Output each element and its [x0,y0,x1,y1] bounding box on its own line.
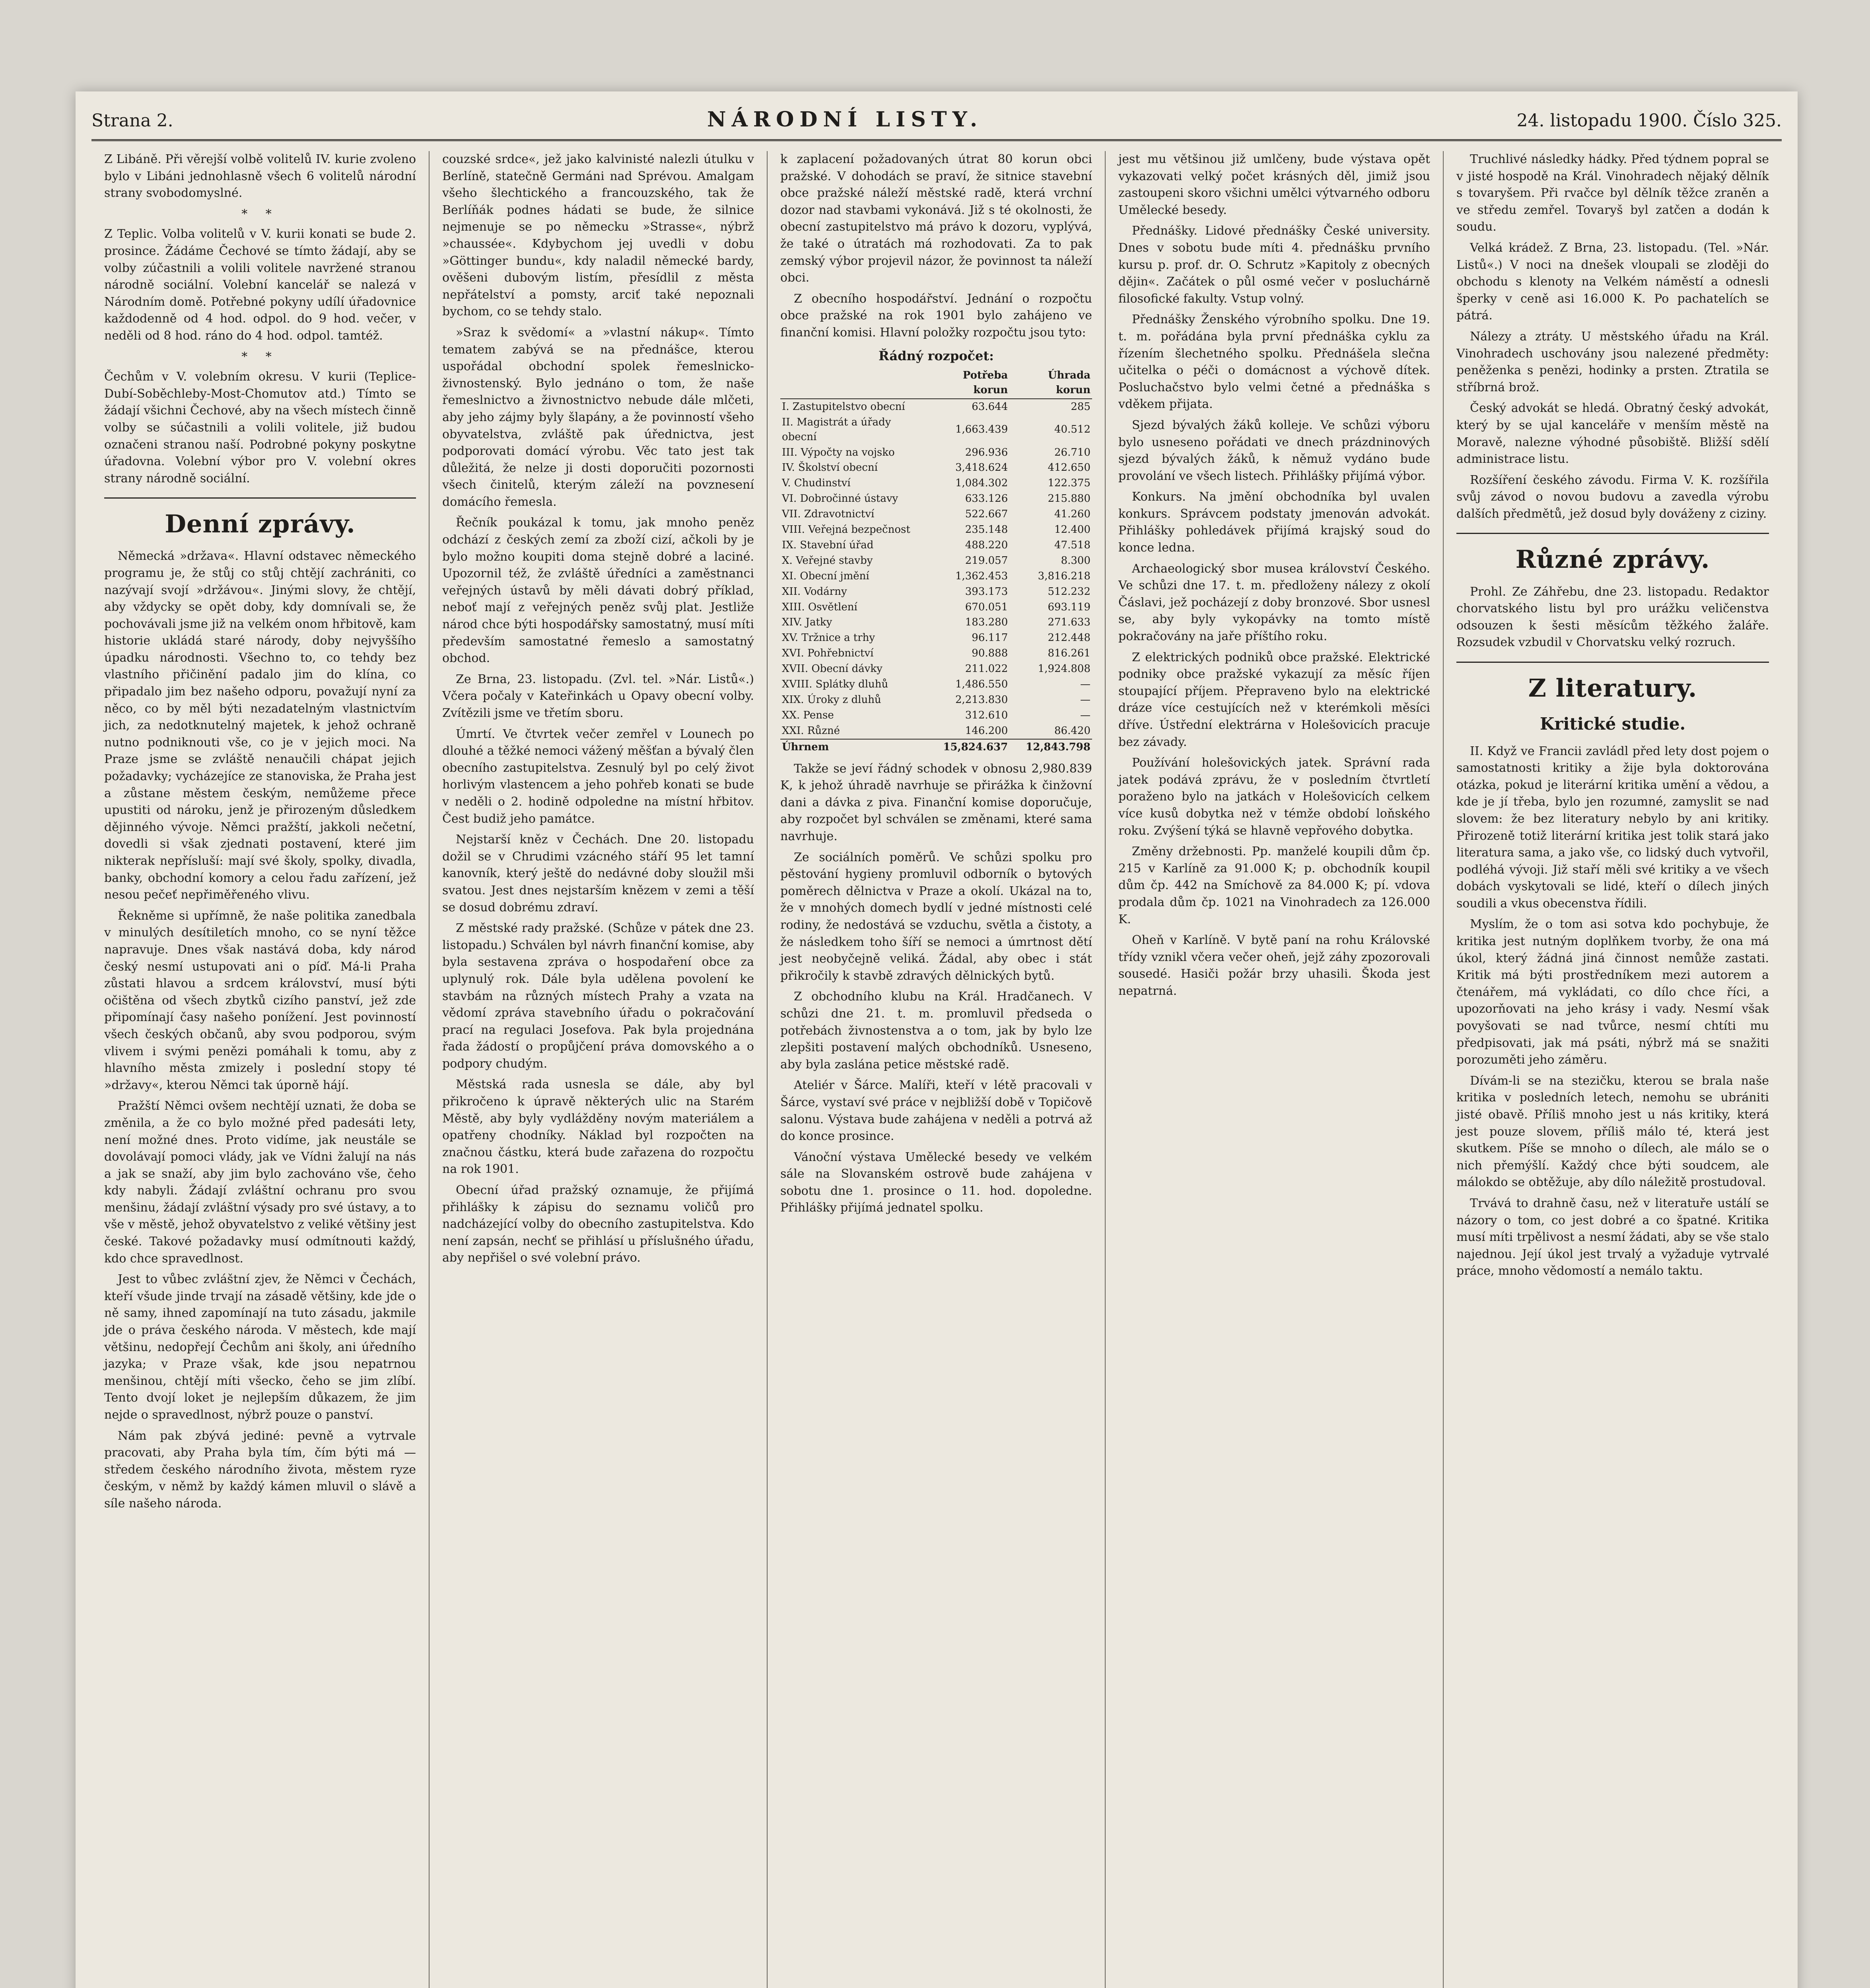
budget-col-header: Potřeba korun [925,367,1010,399]
table-cell: XVII. Obecní dávky [782,663,883,675]
article-kriticke-studie: II. Když ve Francii zavládl před lety dost pojem o samostatnosti kritiky a žije byla doktorována otázka, pokud je literární kritika umění a vědou, a kde je jí třeba, bylo jen rozumné, zamyslit se nad slovem: že bez literatury nebylo by ani kritiky. Přirozeně totiž literární kritika jest tolik stará jako literatura sama, a jako vše, co lidský duch vytvořil, podléhá vývoji. Již staří měli své kritiky a ve všech dobách vyskytovali se lidé, kteří o dílech jiných soudili a vkus obecenstva řídili. [1456,744,1769,911]
table-cell: 1,362.453 [955,570,1008,582]
article-konkurs: Konkurs. Na jmění obchodníka byl uvalen konkurs. Správcem podstaty jmenován advokát. Přihlášky pohledávek přijímá krajský soud do konce ledna. [1118,490,1430,555]
budget-body [780,399,1092,755]
table-cell: 488.220 [965,539,1008,551]
article-paragraph: Myslím, že o tom asi sotva kdo pochybuje, že kritika jest nutným doplňkem tvorby, že ona má úkol, který žádná jiná činnost nemůže zastati. Kritik má býti prostředníkem mezi autorem a čtenářem, má vykládati, co dílo chce říci, a upozorňovati na jeho krásy i vady. Nesmí však povyšovati se nad tvůrce, nesmí chtíti mu předpisovati, jak má psáti, nýbrž má se snažiti porozuměti jeho záměru. [1456,917,1769,1067]
budget-title: Řádný rozpočet: [879,348,994,363]
table-cell: 12,843.798 [1009,739,1092,755]
article-mestska-rada: Z městské rady pražské. (Schůze v pátek dne 23. listopadu.) Schválen byl návrh finanční komise, aby byla sestavena zpráva o hospodaření obce za uplynulý rok. Dále byla udělena povolení ke stavbám na různých místech Prahy a vzata na vědomí zpráva stavebního úřadu o pokračování prací na regulaci Josefova. Pak byla projednána řada žádostí o propůjčení práva domovského a o podpory chudým. [442,921,754,1071]
table-cell: 3,418.624 [955,462,1008,474]
table-cell: XV. Tržnice a trhy [782,632,875,644]
table-row [780,491,1092,507]
table-row [780,538,1092,553]
table-cell: 212.448 [1048,632,1091,644]
article-prohl: Prohl. Ze Záhřebu, dne 23. listopadu. Redaktor chorvatského listu byl pro urážku veličenstva odsouzen k šesti měsícům těžkého žaláře. Rozsudek vzbudil v Chorvatsku velký rozruch. [1456,584,1769,650]
table-cell: 2,213.830 [955,694,1008,706]
table-cell: 15,824.637 [925,739,1010,755]
article-atelier: Ateliér v Šárce. Malíři, kteří v létě pracovali v Šárce, vystaví své práce v nejbližší době v Topičově salonu. Výstava bude zahájena v neděli a potrvá až do konce prosince. [780,1078,1092,1143]
table-cell: 122.375 [1048,477,1091,489]
table-cell: 219.057 [965,554,1008,567]
article-zensky-spolek: Přednášky Ženského výrobního spolku. Dne 19. t. m. pořádána byla první přednáška cyklu za řízením šlechetného spolku. Přednášela slečna učitelka o péči o domácnost a výchově dítek. Posluchačstvo bylo velmi četné a přednáška s vděkem přijata. [1118,313,1430,412]
article-continuation: couzské srdce«, jež jako kalvinisté nalezli útulku v Berlíně, statečně Germáni nad Sprévou. Amalgam všeho šlechtického a francouzského, tak že Berlíňák podnes hádati se bude, že silnice nejmenuje se po německu »Strasse«, nýbrž »chaussée«. Kdybychom jej uvedli v dobu »Göttinger bundu«, kdy naladil německé bardy, ověšeni dubovým listím, přesídlil z města nepřátelství a pomsty, arciť také nepoznali bychom, co se tehdy stalo. [442,152,754,319]
article-elektricke-podniky: Z elektrických podniků obce pražské. Elektrické podniky obce pražské vykazují za měsíc říjen stoupající příjem. Přepraveno bylo na elektrické dráze více cestujících než v kterémkoli měsíci dříve. Ústřední elektrárna v Holešovicích pracuje bez závady. [1118,650,1430,749]
table-row [780,692,1092,708]
table-row [780,677,1092,692]
table-row [780,569,1092,584]
article-nemecka-drzava: Německá »država«. Hlavní odstavec německého programu je, že stůj co stůj chtějí zachrániti, co nazývají svojí »držávou«. Jinými slovy, že chtějí, aby vždycky se opět doby, kdy domnívali se, že pochovávali jsme již na velkém onom hřbitově, kam historie ukládá staré národy, doby nejvyššího úpadku národnosti. Všechno to, co tehdy bez vlastního přičinění padalo jim do klína, co připadalo jim bez našeho odporu, považují nyní za něco, co by měl býti nezadatelným vlastnictvím jich, za nedotknutelný majetek, k jehož ochraně nutno podniknouti vše, co je v jejich moci. Na Praze jsme se zvláště nenaučili chápat jejich požadavky; vycházejíce ze stanoviska, že Praha jest a zůstane městem českým, nemůžeme přece upustiti od nároku, jenž je přirozeným důsledkem dějinného vývoje. Němci pražští, jakkoli nečetní, dovedli si však zjednati postavení, které jim nikterak nepřísluší: mají své školy, spolky, divadla, banky, obchodní komory a celou řadu zařízení, jež nesou pečeť nepřiměřeného vlivu. [104,549,416,902]
table-cell: 633.126 [965,493,1008,505]
table-cell: 47.518 [1054,539,1091,551]
table-cell: XXI. Různé [782,724,840,737]
table-cell: I. Zastupitelstvo obecní [782,400,905,413]
issue-date: 24. listopadu 1900. Číslo 325. [1516,111,1782,131]
article-paragraph: Jest to vůbec zvláštní zjev, že Němci v Čechách, kteří všude jinde trvají na zásadě většiny, kde jde o ně samy, ihned zapomínají na tuto zásadu, jakmile jde o práva českého národa. V městech, kde mají většinu, nedopřejí Čechům ani školy, ani úředního jazyka; v Praze však, kde jsou nepatrnou menšinou, chtějí míti všecko, čeho se jim zlíbí. Tento dvojí loket je nejlepším důkazem, že jim nejde o spravedlnost, nýbrž pouze o panství. [104,1272,416,1422]
article-obchodni-klub: Z obchodního klubu na Král. Hradčanech. V schůzi dne 21. t. m. promluvil předseda o potřebách živnostenstva a o tom, jak by bylo lze zlepšiti postavení malých obchodníků. Usneseno, aby byla zaslána petice městské radě. [780,990,1092,1072]
table-row [780,646,1092,661]
table-row [780,460,1092,476]
budget-col-header [780,367,925,399]
table-cell: II. Magistrát a úřady obecní [782,416,891,443]
table-row [780,415,1092,445]
article-continuation: jest mu většinou již umlčeny, bude výstava opět vykazovati velký počet krásných děl, jimiž jsou zastoupeni skoro všichni umělci výtvarného odboru Umělecké besedy. [1118,152,1430,217]
table-row [780,445,1092,460]
table-cell: XIV. Jatky [782,616,832,629]
table-row [780,708,1092,723]
table-row [780,507,1092,522]
table-cell: 146.200 [965,724,1008,737]
table-row [780,553,1092,569]
table-row [780,584,1092,600]
table-cell: 215.880 [1048,493,1091,505]
article-teplice: Z Teplic. Volba volitelů v V. kurii konati se bude 2. prosince. Žádáme Čechové se tímto žádají, aby se volby zúčastnili a volili volitele navržené stranou národně sociální. Volební kancelář se nalezá v Národním domě. Potřebné pokyny udílí úřadovnice každodenně od 4 hod. odpol. do 9 hod. večer, v neděli od 8 hod. ráno do 4 hod. odpol. tamtéž. [104,227,416,343]
table-cell: 816.261 [1048,647,1091,660]
article-jatky: Používání holešovických jatek. Správní rada jatek podává zprávu, že v posledním čtvrtletí poraženo bylo na jatkách v Holešovicích celkem více kusů dobytka než v témže období loňského roku. Zvýšení týká se hlavně vepřového dobytka. [1118,756,1430,838]
table-row-total [780,739,1092,755]
table-row [780,476,1092,491]
article-vlastni-nakup: »Sraz k svědomí« a »vlastní nákup«. Tímto tematem zabývá se na přednášce, kterou uspořádal obchodní spolek řemeslnicko-živnostenský. Bylo jednáno o tom, že naše řemeslnictvo a živnostnictvo nebude dále mlčeti, aby jeho zájmy byly šlapány, a že povinností všeho obyvatelstva, zvláště pak úřednictva, jest podporovati domácí výrobu. Věc tato jest tak důležitá, že nelze ji dosti doporučiti pozornosti všech činitelů, kterým záleží na povznesení domácího řemesla. [442,325,754,509]
column-2 [430,151,768,1988]
table-row [780,399,1092,415]
newspaper-title: NÁRODNÍ LISTY. [707,107,983,132]
table-cell: 8.300 [1061,554,1091,567]
table-cell: 693.119 [1048,601,1091,613]
article-archaeologicky-sbor: Archaeologický sbor musea království Českého. Ve schůzi dne 17. t. m. předloženy nálezy z okolí Čáslavi, jež pocházejí z doby bronzové. Sbor usnesl se, aby byly vykopávky na tomto místě pokračovány na jaře příštího roku. [1118,561,1430,644]
article-paragraph: Trvává to drahně času, než v literatuře ustálí se názory o tom, co jest dobré a co špatné. Kritika musí míti trpělivost a nesmí žádati, aby se vše stalo najednou. Její úkol jest trvalý a vyžaduje vytrvalé práce, mnoho vědomostí a nemálo taktu. [1456,1196,1769,1278]
table-cell: 393.173 [965,585,1008,598]
table-cell: 63.644 [972,400,1008,413]
table-cell: 183.280 [965,616,1008,629]
table-cell: 41.260 [1054,508,1091,520]
table-cell: VIII. Veřejná bezpečnost [782,524,910,536]
table-cell: 86.420 [1054,724,1091,737]
section-heading-misc-news: Různé zprávy. [1456,533,1769,577]
article-nejstarsi-knez: Nejstarší kněz v Čechách. Dne 20. listopadu dožil se v Chrudimi vzácného stáří 95 let tamní kanovník, který ještě do nedávné doby sloužil mši svatou. Jest dnes nejstarším knězem v zemi a těší se dosud dobrému zdraví. [442,833,754,914]
article-advokat: Český advokát se hledá. Obratný český advokát, který by se ujal kanceláře v menším městě na Moravě, nalezne výhodné působiště. Bližší sdělí administrace listu. [1456,401,1769,466]
article-paragraph: Pražští Němci ovšem nechtějí uznati, že doba se změnila, a že co bylo možné před padesáti lety, není možné dnes. Proto vidíme, jak neustále se dovolávají pomoci vlády, jak ve Vídni žalují na nás a jak se snaží, aby jim bylo zachováno vše, čeho kdy nabyli. Žádají zvláštní ochranu pro svou menšinu, žádají zvláštní výsady pro své ústavy, a to vše v městě, jehož obyvatelstvo z veliké většiny jest české. Takové požadavky musí odmítnouti každý, kdo chce spravedlnost. [104,1099,416,1266]
table-cell: 12.400 [1054,524,1091,536]
article-paragraph: Nám pak zbývá jediné: pevně a vytrvale pracovati, aby Praha byla tím, čím býti má — středem českého národního života, městem ryze českým, v němž by každý kámen mluvil o slávě a síle našeho národa. [104,1429,416,1510]
table-cell: 90.888 [972,647,1008,660]
article-paragraph: Městská rada usnesla se dále, aby byl přikročeno k úpravě některých ulic na Starém Městě, aby byly vydlážděny novým materiálem a opatřeny chodníky. Náklad byl rozpočten na značnou částku, která bude zařazena do rozpočtu na rok 1901. [442,1077,754,1176]
article-zmeny-drzebnosti: Změny držebnosti. Pp. manželé koupili dům čp. 215 v Karlíně za 91.000 K; p. obchodník koupil dům čp. 442 na Smíchově za 84.000 K; pí. vdova prodala dům čp. 1021 na Vinohradech za 126.000 K. [1118,845,1430,926]
table-row [780,615,1092,630]
table-cell: 235.148 [965,524,1008,536]
section-heading-daily-news: Denní zprávy. [104,497,416,542]
column-1 [91,151,430,1988]
masthead [91,107,1782,141]
article-obecni-hospodarstvi: Z obecního hospodářství. Jednání o rozpočtu obce pražské na rok 1901 bylo zahájeno ve finanční komisi. Hlavní položky rozpočtu jsou tyto: [780,291,1092,340]
table-cell: 211.022 [965,663,1008,675]
section-heading-literature: Z literatury. [1456,662,1769,706]
table-cell: — [1080,678,1091,691]
table-cell: XVI. Pohřebnictví [782,647,874,660]
table-cell: 1,924.808 [1038,663,1091,675]
article-paragraph: Dívám-li se na stezičku, kterou se brala naše kritika v posledních letech, nemohu se ubrániti jisté obavě. Příliš mnoho jest u nás kritiky, která jest pouze slovem, příliš málo té, která jest skutkem. Píše se mnoho o dílech, ale málo se o nich přemýšlí. Každý chce býti soudcem, ale málokdo se obtěžuje, aby dílo náležitě prostudoval. [1456,1074,1769,1190]
table-cell: XIX. Úroky z dluhů [782,694,881,706]
budget-col-header: Úhrada korun [1009,367,1092,399]
budget-table [780,367,1092,755]
article-vanocni-vystava: Vánoční výstava Umělecké besedy ve velkém sále na Slovanském ostrově bude zahájena v sobotu dne 1. prosince o 11. hod. dopoledne. Přihlášky přijímá jednatel spolku. [780,1150,1092,1215]
article-socialni-pomery: Ze sociálních poměrů. Ve schůzi spolku pro pěstování hygieny promluvil odborník o bytových poměrech dělnictva v Praze a okolí. Ukázal na to, že v mnohých domech bydlí v jedné místnosti celé rodiny, že nedostává se vzduchu, světla a čistoty, a že následkem toho šíří se nemoci a úmrtnost dětí jest neobyčejně veliká. Žádal, aby obec i stát přikročily k stavbě zdravých dělnických bytů. [780,850,1092,983]
table-cell: V. Chudinství [782,477,851,489]
table-cell: IX. Stavební úřad [782,539,874,551]
newspaper-page [76,91,1798,1988]
budget-header-row [780,367,1092,399]
table-cell: — [1080,709,1091,721]
table-cell: XVIII. Splátky dluhů [782,678,888,691]
article-paragraph: Obecní úřad pražský oznamuje, že přijímá přihlášky k zápisu do seznamu voličů pro nadcházející volby do obecního zastupitelstva. Kdo není zapsán, nechť se přihlásí u příslušného úřadu, aby nepřišel o své volební právo. [442,1183,754,1265]
table-cell: 1,486.550 [955,678,1008,691]
article-libane: Z Libáně. Při věrejší volbě volitelů IV. kurie zvoleno bylo v Libáni jednohlasně všech 6 volitelů národní strany svobodomyslné. [104,152,416,200]
table-cell: X. Veřejné stavby [782,554,873,567]
table-cell: 522.667 [965,508,1008,520]
article-paragraph: Takže se jeví řádný schodek v obnosu 2,980.839 K, k jehož úhradě navrhuje se přirážka k činžovní dani a dávka z piva. Finanční komise doporučuje, aby rozpočet byl schválen se změnami, které sama navrhuje. [780,761,1092,843]
table-row [780,723,1092,739]
table-cell: 40.512 [1054,423,1091,436]
article-truchlive-nasledky: Truchlivé následky hádky. Před týdnem popral se v jisté hospodě na Král. Vinohradech nějaký dělník s tovaryšem. Při rvačce byl dělník těžce zraněn a ve středu zemřel. Tovaryš byl zatčen a dodán k soudu. [1456,152,1769,234]
article-umrti: Úmrtí. Ve čtvrtek večer zemřel v Lounech po dlouhé a těžké nemoci vážený měšťan a bývalý člen obecního zastupitelstva. Zesnulý byl po celý život horlivým vlastencem a jeho pohřeb konati se bude v neděli o 2. hodině odpoledne na místní hřbitov. Čest budiž jeho památce. [442,727,754,826]
article-paragraph: Řečník poukázal k tomu, jak mnoho peněz odchází z českých zemí za zboží cizí, ačkoli by je bylo možno koupiti doma stejně dobré a laciné. Upozornil též, že zvláště úředníci a zaměstnanci veřejných ústavů by měli dávati dobrý příklad, neboť mají z veřejných peněz svůj plat. Jestliže národ chce býti hospodářsky samostatný, musí míti především samostatné řemeslo a samostatný obchod. [442,516,754,666]
table-cell: XIII. Osvětlení [782,601,857,613]
separator: * * [241,207,279,221]
table-cell: VII. Zdravotnictví [782,508,875,520]
table-row [780,661,1092,677]
article-ohen: Oheň v Karlíně. V bytě paní na rohu Královské třídy vznikl včera večer oheň, jejž záhy zpozorovali sousedé. Hasiči požár brzy uhasili. Škoda jest nepatrná. [1118,933,1430,998]
article-paragraph: Řekněme si upřímně, že naše politika zanedbala v minulých desítiletích mnoho, co se nyní těžce napravuje. Dnes však nastává doba, kdy národ český nesmí ustupovati ani o píď. Má-li Praha zůstati hlavou a srdcem království, musí býti očištěna od všech zbytků cizího panství, jež zde připomínají časy našeho ponížení. Jest povinností všech českých občanů, aby svou podporou, svým vlivem i svými penězi pomáhali k tomu, aby z hlavního města zmizely i poslední stopy té »državy«, kterou Němci tak úporně hájí. [104,909,416,1092]
article-sjezd: Sjezd bývalých žáků kolleje. Ve schůzi výboru bylo usneseno pořádati ve dnech prázdninových sjezd bývalých žáků, k němuž vydáno bude provolání ve všech listech. Přihlášky přijímá výbor. [1118,418,1430,483]
table-cell: IV. Školství obecní [782,462,878,474]
column-5 [1444,151,1782,1988]
separator: * * [241,349,279,364]
table-cell: VI. Dobročinné ústavy [782,493,898,505]
table-cell: 3,816.218 [1038,570,1091,582]
article-velka-kradez: Velká krádež. Z Brna, 23. listopadu. (Tel. »Nár. Listů«.) V noci na dnešek vloupali se zloději do obchodu s klenoty na Velkém náměstí a odnesli šperky v ceně asi 16.000 K. Po pachatelích se pátrá. [1456,241,1769,323]
page-number: Strana 2. [91,111,173,131]
article-nalezy: Nálezy a ztráty. U městského úřadu na Král. Vinohradech uschovány jsou nalezené předměty: peněženka s penězi, hodinky a prsten. Ztratila se stříbrná brož. [1456,329,1769,394]
table-cell: Úhrnem [780,739,925,755]
subheading-critical-studies: Kritické studie. [1540,714,1686,734]
table-cell: 670.051 [965,601,1008,613]
table-cell: 512.232 [1048,585,1091,598]
table-cell: 271.633 [1048,616,1091,629]
table-cell: 26.710 [1054,446,1091,458]
table-cell: 312.610 [965,709,1008,721]
column-3 [768,151,1106,1988]
table-cell: 1,084.302 [955,477,1008,489]
text-columns [91,151,1782,1988]
table-cell: III. Výpočty na vojsko [782,446,895,458]
table-row [780,630,1092,646]
table-cell: 296.936 [965,446,1008,458]
table-cell: 96.117 [972,632,1008,644]
article-continuation: k zaplacení požadovaných útrat 80 korun obci pražské. V dohodách se praví, že sitnice stavební obce pražské náleží městské radě, která vrchní dozor nad stavbami vykonává. Již s té okolnosti, že obecní zastupitelstvo má právo k dozoru, vyplývá, že také o útratách má rozhodovati. Za to pak zemský výbor projevil názor, že povinnost ta náleží obci. [780,152,1092,285]
table-cell: 412.650 [1048,462,1091,474]
table-cell: XX. Pense [782,709,834,721]
table-cell: 1,663.439 [955,423,1008,436]
table-row [780,600,1092,615]
column-4 [1106,151,1444,1988]
table-row [780,522,1092,538]
table-cell: 285 [1071,400,1091,413]
article-volebni-okres: Čechům v V. volebním okresu. V kurii (Teplice-Dubí-Soběchleby-Most-Chomutov atd.) Tímto se žádají všichni Čechové, aby na všech místech činně volby se súčastnili a volili volitele, již budou označeni stranou naší. Podrobné pokyny poskytne úřadovna. Volební výbor pro V. volební okres strany národně sociální. [104,370,416,485]
article-rozsireni-zavodu: Rozšíření českého závodu. Firma V. K. rozšířila svůj závod o novou budovu a zavedla výrobu dalších předmětů, jež dosud byly dováženy z ciziny. [1456,473,1769,521]
table-cell: XI. Obecní jmění [782,570,869,582]
table-cell: — [1080,694,1091,706]
table-cell: XII. Vodárny [782,585,847,598]
article-prednasky: Přednášky. Lidové přednášky České university. Dnes v sobotu bude míti 4. přednášku prvního kursu p. prof. dr. O. Schrutz »Kapitoly z obecných dějin«. Začátek o půl osmé večer v posluchárně filosofické fakulty. Vstup volný. [1118,224,1430,306]
article-brno: Ze Brna, 23. listopadu. (Zvl. tel. »Nár. Listů«.) Včera počaly v Kateřinkách u Opavy obecní volby. Zvítězili jsme ve třetím sboru. [442,672,754,720]
